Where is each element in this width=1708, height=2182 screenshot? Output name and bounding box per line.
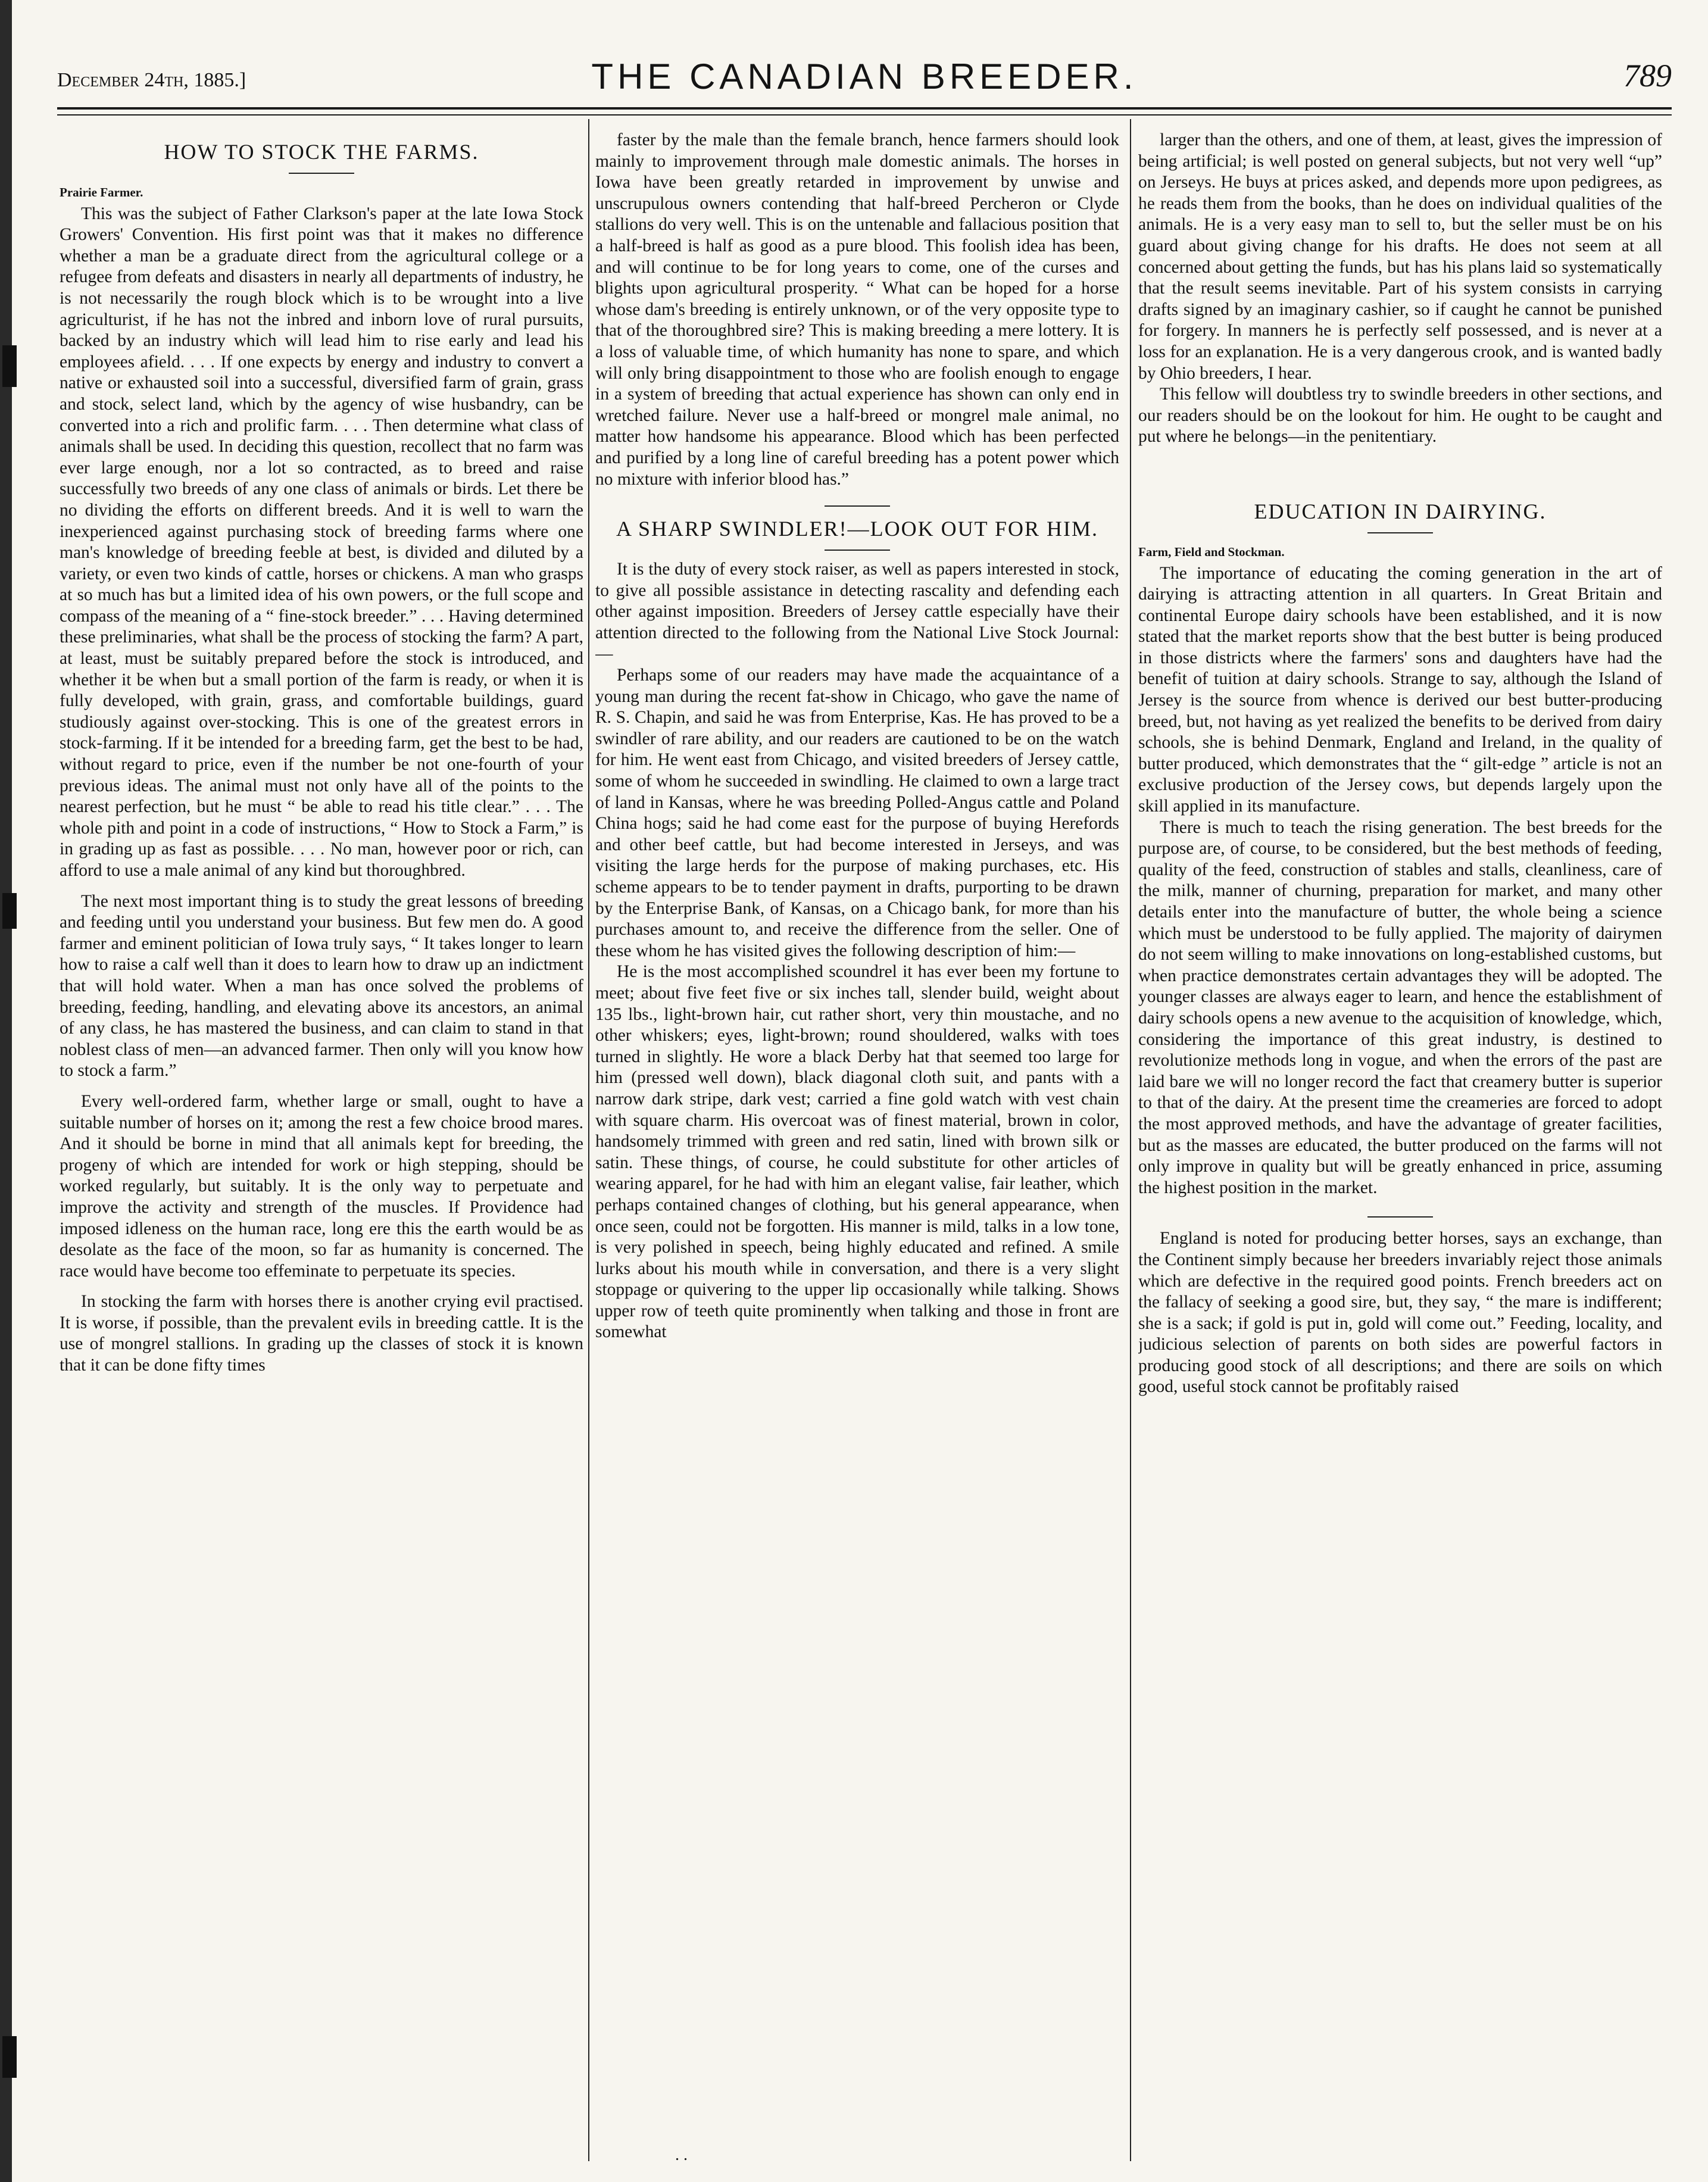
article-paragraph: Perhaps some of our readers may have made the acquaintance of a young man during the recent fat-show in Chicago, who gave the name of R. S. Chapin, and said he was from Enterprise, Kas. He has proved to be a swindler of rare ability, and our readers are cautioned to be on the watch for him. He went east from Chicago, and visited breeders of Jersey cattle, some of whom he succeeded in swindling. He claimed to own a large tract of land in Kansas, where he was breeding Polled-Angus cattle and Poland China hogs; said he had come east for the purpose of buying Herefords and other beef cattle, but had become interested in Jerseys, and was visiting the large herds for the purpose of making purchases, etc. His scheme appears to be to tender payment in drafts, purporting to be drawn by the Enterprise Bank, of Kansas, on a Chicago bank, for more than his purchases amount to, and receive the difference from the seller. One of these whom he has visited gives the following description of him:— [595, 666, 1119, 960]
column-2 [595, 130, 1119, 2166]
divider [825, 550, 890, 551]
article-paragraph: The next most important thing is to study the great lessons of breeding and feeding until you understand your business. But few men do. A good farmer and eminent politician of Iowa truly says, “ It takes longer to learn how to raise a calf well than it does to learn how to draw up an indictment that will hold water. When a man has once solved the problems of breeding, feeding, handling, and elevating above its ancestors, an animal of any class, he has mastered the business, and can claim to stand in that noblest class of men—an advanced farmer. Then only will you know how to stock a farm.” [60, 891, 583, 1081]
footer-mark: . . [675, 2146, 688, 2164]
article-headline: EDUCATION IN DAIRYING. [1254, 499, 1547, 523]
issue-date: December 24th, 1885.] [57, 69, 246, 91]
article-paragraph: Every well-ordered farm, whether large or small, ought to have a suitable number of horses on it; among the rest a few choice brood mares. And it should be borne in mind that all animals kept for breeding, the progeny of which are intended for work or high stepping, should be worked regularly, but suitably. It is the only way to perpetuate and improve the activity and strength of the muscles. If Providence had imposed idleness on the human race, long ere this the earth would be as desolate as the face of the moon, so far as humanity is concerned. The race would have become too effeminate to perpetuate its species. [60, 1091, 583, 1281]
article-headline: HOW TO STOCK THE FARMS. [164, 140, 479, 164]
binding-mark [2, 345, 17, 387]
divider [289, 173, 354, 174]
page-number: 789 [1623, 58, 1672, 93]
article-paragraph: It is the duty of every stock raiser, as well as papers interested in stock, to give all possible assistance in detecting rascality and defending each other against imposition. Breeders of Jersey cattle especially have their attention directed to the following from the National Live Stock Journal:— [595, 560, 1119, 664]
article-paragraph: This fellow will doubtless try to swindle breeders in other sections, and our readers should be on the lookout for him. He ought to be caught and put where he belongs—in the penitentiary. [1138, 385, 1662, 447]
header-rule [57, 107, 1672, 110]
column-1 [60, 130, 583, 2166]
divider [1367, 532, 1433, 533]
column-rule [1130, 119, 1131, 2161]
binding-mark [2, 893, 17, 929]
article-source: Farm, Field and Stockman. [1138, 544, 1285, 559]
divider [1367, 1216, 1433, 1218]
article-paragraph: In stocking the farm with horses there is another crying evil practised. It is worse, if possible, than the prevalent evils in breeding cattle. It is the use of mongrel stallions. In grading up the classes of stock it is known that it can be done fifty times [60, 1292, 583, 1375]
masthead-title: THE CANADIAN BREEDER. [591, 57, 1138, 96]
article-paragraph: England is noted for producing better horses, says an exchange, than the Continent simply because her breeders invariably reject those animals which are defective in the required good points. French breeders act on the fallacy of seeking a good sire, but, they say, “ the mare is indifferent; she is a sack; if gold is put in, gold will come out.” Feeding, locality, and judicious selection of parents on both sides are powerful factors in producing good stock of all descriptions; and there are soils on which good, useful stock cannot be profitably raised [1138, 1229, 1662, 1397]
article-paragraph: faster by the male than the female branch, hence farmers should look mainly to improvement through male domestic animals. The horses in Iowa have been greatly retarded in improvement by unwise and unscrupulous owners contending that half-breed Percheron or Clyde stallions do very well. This is on the untenable and fallacious position that a half-breed is half as good as a pure blood. This foolish idea has been, and will continue to be for long years to come, one of the curses and blights upon agricultural prosperity. “ What can be hoped for a horse whose dam's breeding is entirely unknown, or of the very opposite type to that of the thoroughbred sire? This is making breeding a mere lottery. It is a loss of valuable time, of which humanity has none to spare, and which will only bring disappointment to those who are foolish enough to engage in a system of breeding that actual experience has shown can only end in wretched failure. Never use a half-breed or mongrel male animal, no matter how handsome his appearance. Blood which has been perfected and purified by a long line of careful breeding has a potent power which no mixture with inferior blood has.” [595, 130, 1119, 489]
binding-mark [2, 2036, 17, 2078]
page-header [57, 52, 1672, 100]
article-paragraph: There is much to teach the rising generation. The best breeds for the purpose are, of course, to be considered, but the best methods of feeding, quality of the feed, construction of stables and stalls, cleanliness, care of the milk, manner of churning, preparation for market, and many other details enter into the manufacture of butter, the whole being a science which must be understood to be fully applied. The majority of dairymen do not seem willing to make innovations on long-established customs, but when practice demonstrates certain advantages they will be adopted. The younger classes are always eager to learn, and hence the establishment of dairy schools opens a new avenue to the acquisition of knowledge, which, considering the importance of this great industry, is destined to revolutionize methods long in vogue, and when the errors of the past are laid bare we will no longer record the fact that creamery butter is superior to that of the dairy. At the present time the creameries are forced to adopt the most approved methods, and have the advantage of greater facilities, but as the masses are educated, the butter produced on the farms will not only improve in quality but will be greatly enhanced in price, assuming the highest position in the market. [1138, 817, 1662, 1197]
article-paragraph: The importance of educating the coming generation in the art of dairying is attracting attention in all quarters. In Great Britain and continental Europe dairy schools have been established, and it is now stated that the market reports show that the best butter is being produced in those districts where the farmers' sons and daughters have had the benefit of tuition at dairy schools. Strange to say, although the Island of Jersey is the source from whence is derived our best butter-producing breed, but, not having as yet realized the benefits to be derived from dairy schools, she is behind Denmark, England and Ireland, in the quality of butter produced, which demonstrates that the “ gilt-edge ” article is not an exclusive production of the Jersey cows, but depends largely upon the skill applied in its manufacture. [1138, 563, 1662, 816]
article-source: Prairie Farmer. [60, 185, 143, 199]
article-headline: A SHARP SWINDLER!—LOOK OUT FOR HIM. [616, 517, 1099, 541]
header-rule [57, 114, 1672, 116]
column-3 [1138, 130, 1662, 2166]
binding-edge [0, 0, 12, 2182]
column-rule [588, 119, 589, 2161]
article-paragraph: He is the most accomplished scoundrel it has ever been my fortune to meet; about five feet five or six inches tall, slender build, weight about 135 lbs., light-brown hair, cut rather short, very thin moustache, and no other whiskers; eyes, light-brown; round shouldered, walks with toes turned in slightly. He wore a black Derby hat that seemed too large for him (pressed well down), black diagonal cloth suit, and pants with a narrow dark stripe, dark vest; carried a fine gold watch with vest chain with square charm. His overcoat was of finest material, brown in color, handsomely trimmed with green and red satin, lined with brown silk or satin. These things, of course, he could substitute for other articles of wearing apparel, for he had with him an elegant valise, fair leather, which perhaps contained changes of clothing, but his general appearance, when once seen, could not be forgotten. His manner is mild, talks in a low tone, is very polished in speech, being highly educated and refined. A smile lurks about his mouth while in conversation, and there is a very slight stoppage or quivering to the upper lip occasionally while talking. Shows upper row of teeth quite prominently when talking and those in front are somewhat [595, 962, 1119, 1342]
article-paragraph: This was the subject of Father Clarkson's paper at the late Iowa Stock Growers' Convention. His first point was that it makes no difference whether a man be a graduate direct from the agricultural college or a refugee from defeats and disasters in nearly all departments of industry, he is not necessarily the rough block which is to be wrought into a live agriculturist, if he has not the inbred and inborn love of rural pursuits, backed by an industry which will lead him to rise early and lead his employees afield. . . . If one expects by energy and industry to convert a native or exhausted soil into a successful, diversified farm of grain, grass and stock, select land, which by the agency of wise husbandry, can be converted into a rich and prolific farm. . . . Then determine what class of animals shall be used. In deciding this question, recollect that no farm was ever large enough, nor a lot so contracted, as to breed and raise successfully two breeds of any one class of animals or birds. Let there be no dividing the efforts on different breeds. And it is well to warn the inexperienced against purchasing stock of breeding farms where one man's knowledge of breeding feeble at best, is divided and diluted by a variety, or even two kinds of cattle, horses or chickens. A man who grasps at so much has but a limited idea of his own powers, or the full scope and compass of the meaning of a “ fine-stock breeder.” . . . Having determined these preliminaries, what shall be the process of stocking the farm? A part, at least, must be suitably prepared before the stock is introduced, and whether it be when but a small portion of the farm is ready, or when it is fully developed, with grain, grass, and comfortable buildings, guard studiously against over-stocking. This is one of the greatest errors in stock-farming. If it be intended for a breeding farm, get the best to be had, without regard to price, even if the number be not one-fourth of your previous ideas. The animal must not only have all of the points to the nearest perfection, but he must “ be able to read his title clear.” . . . The whole pith and point in a code of instructions, “ How to Stock a Farm,” is in grading up as fast as possible. . . . No man, however poor or rich, can afford to use a male animal of any kind but thoroughbred. [60, 204, 583, 880]
divider [825, 505, 890, 507]
article-paragraph: larger than the others, and one of them, at least, gives the impression of being artificial; is well posted on general subjects, but not very well “up” on Jerseys. He buys at prices asked, and depends more upon pedigrees, as he reads them from the books, than he does on individual qualities of the animals. He is a very easy man to sell to, but the seller must be on his guard about giving change for his drafts. He does not seem at all concerned about getting the funds, but has his plans laid so systematically that the result seems inevitable. Part of his system consists in carrying drafts signed by an imaginary cashier, so if caught he cannot be punished for forgery. In manners he is perfectly self possessed, and is never at a loss for an explanation. He is a very dangerous crook, and is wanted badly by Ohio breeders, I hear. [1138, 130, 1662, 383]
